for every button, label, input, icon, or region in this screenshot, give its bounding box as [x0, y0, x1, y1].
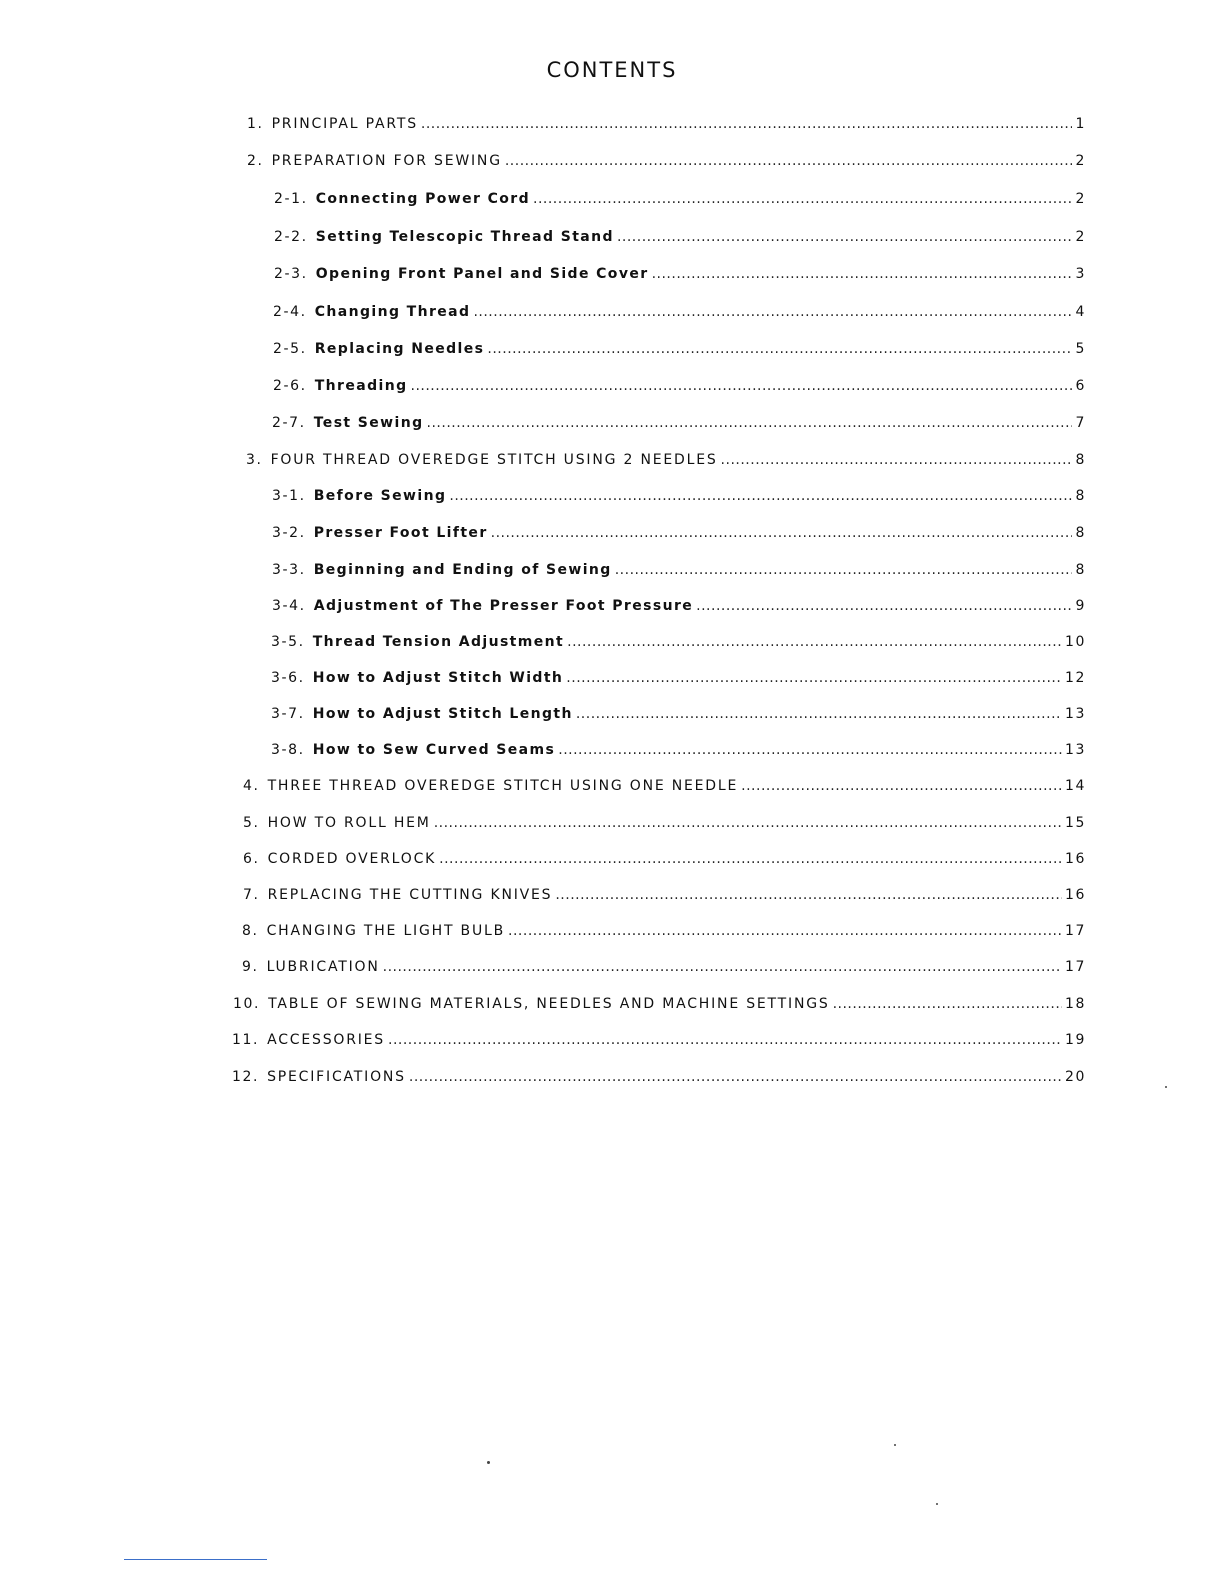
dot-leader	[721, 452, 1073, 468]
toc-entry-page: 3	[1075, 266, 1086, 282]
toc-entry-2-3[interactable]	[274, 266, 1086, 290]
toc-entry-page: 8	[1075, 525, 1086, 541]
dot-leader	[508, 923, 1062, 939]
dot-leader	[427, 415, 1073, 431]
toc-entry-label: Before Sewing	[313, 488, 447, 504]
toc-entry-number: 3-7.	[271, 706, 305, 722]
dot-leader	[833, 996, 1062, 1012]
toc-entry-label: How to Adjust Stitch Length	[312, 706, 573, 722]
toc-entry-page: 14	[1064, 778, 1086, 794]
toc-entry-number: 10.	[233, 996, 261, 1012]
dot-leader	[439, 851, 1062, 867]
toc-entry-label: Changing Thread	[314, 304, 471, 320]
toc-entry-label: How to Adjust Stitch Width	[312, 670, 564, 686]
dot-leader	[409, 1069, 1062, 1085]
dot-leader	[383, 959, 1062, 975]
toc-entry-page: 18	[1064, 996, 1086, 1012]
toc-entry-12[interactable]	[232, 1069, 1086, 1093]
toc-entry-page: 20	[1064, 1069, 1086, 1085]
toc-entry-number: 8.	[242, 923, 259, 939]
toc-entry-label: Presser Foot Lifter	[313, 525, 488, 541]
toc-entry-3-4[interactable]	[272, 598, 1086, 622]
toc-entry-number: 3-5.	[271, 634, 305, 650]
toc-entry-3-6[interactable]	[271, 670, 1086, 694]
toc-entry-label: THREE THREAD OVEREDGE STITCH USING ONE NEEDLE	[267, 778, 739, 794]
toc-entry-page: 5	[1075, 341, 1086, 357]
toc-entry-label: Test Sewing	[313, 415, 424, 431]
dot-leader	[741, 778, 1062, 794]
toc-entry-label: Thread Tension Adjustment	[312, 634, 565, 650]
toc-entry-page: 13	[1064, 706, 1086, 722]
dot-leader	[449, 488, 1072, 504]
dot-leader	[566, 670, 1062, 686]
dot-leader	[421, 116, 1073, 132]
toc-entry-label: Beginning and Ending of Sewing	[313, 562, 612, 578]
toc-entry-number: 3-6.	[271, 670, 305, 686]
toc-entry-label: REPLACING THE CUTTING KNIVES	[267, 887, 553, 903]
toc-entry-label: HOW TO ROLL HEM	[267, 815, 431, 831]
dot-leader	[388, 1032, 1062, 1048]
scan-speck	[894, 1444, 896, 1446]
toc-entry-number: 12.	[232, 1069, 260, 1085]
toc-entry-label: LUBRICATION	[266, 959, 380, 975]
toc-entry-page: 13	[1064, 742, 1086, 758]
toc-entry-page: 19	[1064, 1032, 1086, 1048]
toc-entry-number: 9.	[242, 959, 259, 975]
toc-entry-label: ACCESSORIES	[267, 1032, 385, 1048]
toc-entry-page: 17	[1064, 959, 1086, 975]
toc-entry-number: 2-1.	[274, 191, 308, 207]
scan-speck	[1165, 1086, 1167, 1088]
toc-entry-number: 2-5.	[273, 341, 307, 357]
dot-leader	[615, 562, 1073, 578]
toc-entry-2-2[interactable]	[274, 229, 1086, 253]
toc-entry-page: 16	[1064, 851, 1086, 867]
toc-entry-11[interactable]	[232, 1032, 1086, 1056]
dot-leader	[473, 304, 1072, 320]
dot-leader	[567, 634, 1062, 650]
page-title: CONTENTS	[546, 58, 678, 82]
scan-speck	[936, 1503, 938, 1505]
dot-leader	[487, 341, 1072, 357]
toc-entry-3-1[interactable]	[272, 488, 1086, 512]
toc-entry-page: 12	[1064, 670, 1086, 686]
toc-entry-label: Replacing Needles	[314, 341, 485, 357]
toc-entry-number: 5.	[243, 815, 260, 831]
toc-entry-page: 6	[1075, 378, 1086, 394]
toc-entry-number: 1.	[247, 116, 264, 132]
dot-leader	[652, 266, 1073, 282]
toc-entry-label: Adjustment of The Presser Foot Pressure	[313, 598, 694, 614]
toc-entry-2-4[interactable]	[273, 304, 1086, 328]
toc-entry-label: FOUR THREAD OVEREDGE STITCH USING 2 NEEDLES	[270, 452, 718, 468]
toc-entry-label: PRINCIPAL PARTS	[271, 116, 418, 132]
toc-entry-label: Threading	[314, 378, 408, 394]
toc-entry-number: 3-4.	[272, 598, 306, 614]
toc-entry-9[interactable]	[242, 959, 1086, 983]
toc-entry-label: Setting Telescopic Thread Stand	[315, 229, 614, 245]
toc-entry-page: 4	[1075, 304, 1086, 320]
scan-speck	[487, 1461, 490, 1464]
toc-entry-number: 2-3.	[274, 266, 308, 282]
toc-entry-label: CORDED OVERLOCK	[267, 851, 437, 867]
toc-entry-3-3[interactable]	[272, 562, 1086, 586]
toc-entry-8[interactable]	[242, 923, 1086, 947]
toc-entry-3[interactable]	[246, 452, 1086, 476]
toc-entry-page: 16	[1064, 887, 1086, 903]
toc-entry-label: Connecting Power Cord	[315, 191, 530, 207]
toc-entry-3-5[interactable]	[271, 634, 1086, 658]
toc-entry-number: 2-6.	[273, 378, 307, 394]
toc-entry-page: 10	[1064, 634, 1086, 650]
toc-entry-page: 17	[1064, 923, 1086, 939]
toc-entry-6[interactable]	[243, 851, 1086, 875]
dot-leader	[411, 378, 1073, 394]
toc-entry-page: 7	[1075, 415, 1086, 431]
toc-entry-label: TABLE OF SEWING MATERIALS, NEEDLES AND MACHINE SETTINGS	[268, 996, 830, 1012]
toc-entry-number: 11.	[232, 1032, 260, 1048]
toc-entry-page: 8	[1075, 488, 1086, 504]
toc-entry-label: Opening Front Panel and Side Cover	[315, 266, 649, 282]
underline-mark	[124, 1559, 267, 1560]
toc-entry-number: 3.	[246, 452, 263, 468]
toc-entry-page: 8	[1075, 452, 1086, 468]
dot-leader	[696, 598, 1072, 614]
dot-leader	[576, 706, 1062, 722]
toc-entry-3-2[interactable]	[272, 525, 1086, 549]
toc-entry-label: SPECIFICATIONS	[267, 1069, 406, 1085]
toc-entry-label: CHANGING THE LIGHT BULB	[266, 923, 506, 939]
toc-entry-number: 2-2.	[274, 229, 308, 245]
toc-entry-page: 2	[1075, 191, 1086, 207]
toc-entry-number: 2-4.	[273, 304, 307, 320]
toc-entry-3-8[interactable]	[271, 742, 1086, 766]
dot-leader	[434, 815, 1062, 831]
toc-entry-2-5[interactable]	[273, 341, 1086, 365]
toc-entry-2-1[interactable]	[274, 191, 1086, 215]
dot-leader	[533, 191, 1072, 207]
dot-leader	[617, 229, 1073, 245]
toc-entry-4[interactable]	[243, 778, 1086, 802]
dot-leader	[491, 525, 1073, 541]
toc-entry-2[interactable]	[247, 153, 1086, 177]
toc-entry-2-7[interactable]	[272, 415, 1086, 439]
toc-entry-page: 15	[1064, 815, 1086, 831]
toc-entry-number: 7.	[243, 887, 260, 903]
toc-entry-label: How to Sew Curved Seams	[312, 742, 556, 758]
toc-entry-page: 2	[1075, 153, 1086, 169]
toc-entry-5[interactable]	[243, 815, 1086, 839]
toc-entry-number: 2-7.	[272, 415, 306, 431]
toc-entry-number: 3-2.	[272, 525, 306, 541]
dot-leader	[555, 887, 1062, 903]
toc-entry-number: 3-8.	[271, 742, 305, 758]
toc-entry-label: PREPARATION FOR SEWING	[271, 153, 502, 169]
toc-entry-page: 8	[1075, 562, 1086, 578]
toc-entry-page: 2	[1075, 229, 1086, 245]
toc-entry-7[interactable]	[243, 887, 1086, 911]
toc-entry-number: 4.	[243, 778, 260, 794]
toc-entry-number: 2.	[247, 153, 264, 169]
toc-entry-2-6[interactable]	[273, 378, 1086, 402]
toc-entry-number: 3-3.	[272, 562, 306, 578]
dot-leader	[558, 742, 1062, 758]
toc-entry-3-7[interactable]	[271, 706, 1086, 730]
toc-entry-number: 3-1.	[272, 488, 306, 504]
toc-entry-number: 6.	[243, 851, 260, 867]
toc-entry-10[interactable]	[233, 996, 1086, 1020]
toc-entry-page: 1	[1075, 116, 1086, 132]
toc-entry-page: 9	[1075, 598, 1086, 614]
toc-entry-1[interactable]	[247, 116, 1086, 140]
dot-leader	[505, 153, 1073, 169]
